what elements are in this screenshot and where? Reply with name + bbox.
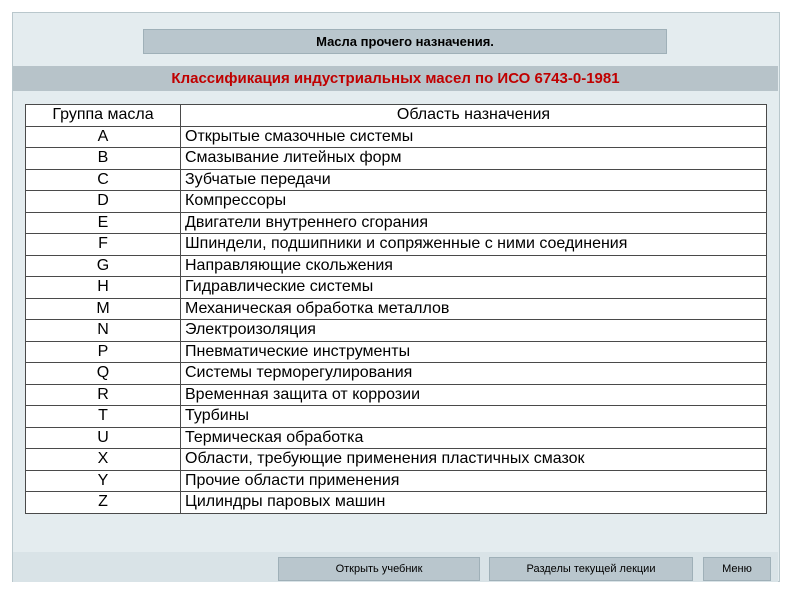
- area-cell: Области, требующие применения пластичных смазок: [181, 449, 767, 471]
- group-cell: X: [26, 449, 181, 471]
- group-cell: G: [26, 255, 181, 277]
- area-cell: Цилиндры паровых машин: [181, 492, 767, 514]
- group-cell: E: [26, 212, 181, 234]
- table-row: [26, 427, 767, 449]
- group-cell: H: [26, 277, 181, 299]
- oil-classification-table: [25, 104, 767, 514]
- open-textbook-button[interactable]: [278, 557, 480, 581]
- group-cell: M: [26, 298, 181, 320]
- area-cell: Открытые смазочные системы: [181, 126, 767, 148]
- menu-button[interactable]: [703, 557, 771, 581]
- table-row: [26, 406, 767, 428]
- table-header-row: [26, 105, 767, 127]
- group-cell: N: [26, 320, 181, 342]
- table-row: [26, 234, 767, 256]
- table-row: [26, 341, 767, 363]
- table-row: [26, 126, 767, 148]
- table-row: [26, 212, 767, 234]
- table-row: [26, 148, 767, 170]
- column-header-area: Область назначения: [181, 105, 767, 127]
- area-cell: Турбины: [181, 406, 767, 428]
- table-row: [26, 384, 767, 406]
- table-row: [26, 298, 767, 320]
- group-cell: Z: [26, 492, 181, 514]
- group-cell: C: [26, 169, 181, 191]
- area-cell: Временная защита от коррозии: [181, 384, 767, 406]
- group-cell: Q: [26, 363, 181, 385]
- area-cell: Зубчатые передачи: [181, 169, 767, 191]
- area-cell: Компрессоры: [181, 191, 767, 213]
- group-cell: A: [26, 126, 181, 148]
- table-row: [26, 470, 767, 492]
- table-row: [26, 320, 767, 342]
- area-cell: Шпиндели, подшипники и сопряженные с ними соединения: [181, 234, 767, 256]
- classification-title-bar: [13, 66, 778, 91]
- group-cell: P: [26, 341, 181, 363]
- header-title: Масла прочего назначения.: [316, 34, 494, 49]
- group-cell: R: [26, 384, 181, 406]
- table-row: [26, 191, 767, 213]
- area-cell: Двигатели внутреннего сгорания: [181, 212, 767, 234]
- slide-header: [143, 29, 667, 54]
- area-cell: Электроизоляция: [181, 320, 767, 342]
- table-row: [26, 449, 767, 471]
- area-cell: Смазывание литейных форм: [181, 148, 767, 170]
- area-cell: Гидравлические системы: [181, 277, 767, 299]
- table-row: [26, 277, 767, 299]
- group-cell: Y: [26, 470, 181, 492]
- area-cell: Термическая обработка: [181, 427, 767, 449]
- group-cell: B: [26, 148, 181, 170]
- lecture-sections-label: Разделы текущей лекции: [526, 563, 656, 575]
- menu-label: Меню: [722, 563, 752, 575]
- table-row: [26, 492, 767, 514]
- lecture-sections-button[interactable]: [489, 557, 693, 581]
- area-cell: Механическая обработка металлов: [181, 298, 767, 320]
- table-row: [26, 363, 767, 385]
- group-cell: F: [26, 234, 181, 256]
- area-cell: Прочие области применения: [181, 470, 767, 492]
- open-textbook-label: Открыть учебник: [335, 563, 423, 575]
- column-header-group: Группа масла: [26, 105, 181, 127]
- group-cell: T: [26, 406, 181, 428]
- group-cell: D: [26, 191, 181, 213]
- table-row: [26, 255, 767, 277]
- table-row: [26, 169, 767, 191]
- area-cell: Направляющие скольжения: [181, 255, 767, 277]
- classification-title: Классификация индустриальных масел по ИСО 6743-0-1981: [171, 70, 620, 87]
- group-cell: U: [26, 427, 181, 449]
- area-cell: Системы терморегулирования: [181, 363, 767, 385]
- area-cell: Пневматические инструменты: [181, 341, 767, 363]
